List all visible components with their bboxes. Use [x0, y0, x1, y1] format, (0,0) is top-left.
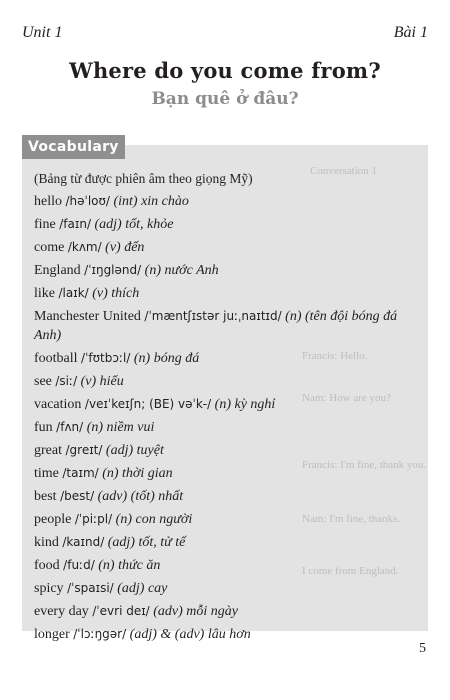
vocab-word: food — [34, 558, 60, 573]
vocab-word: fine — [34, 217, 56, 232]
vocab-entry — [34, 531, 422, 554]
vocab-part-of-speech: (v) — [105, 240, 121, 255]
vocab-entry — [34, 282, 422, 305]
vocabulary-list — [34, 168, 422, 646]
vocab-pronunciation: /taɪm/ — [62, 466, 99, 480]
vocab-meaning: cay — [147, 581, 168, 596]
vocab-part-of-speech: (v) — [92, 286, 108, 301]
vocab-pronunciation: /ˈspaɪsi/ — [67, 581, 114, 595]
show-through-text: Nam: How are you? — [302, 392, 391, 404]
vocab-entry — [34, 347, 422, 370]
vocab-entry — [34, 259, 422, 282]
vocab-entry — [34, 213, 422, 236]
vocab-entry — [34, 236, 422, 259]
vocab-pronunciation: /ˈpiːpl/ — [74, 512, 113, 526]
show-through-text: I come from England. — [302, 565, 399, 577]
vocab-pronunciation: /ˈlɔːŋgər/ — [73, 627, 127, 641]
vocab-part-of-speech: (n) — [285, 309, 302, 324]
vocab-meaning: đến — [124, 240, 145, 255]
vocab-pronunciation: /ˈmæntʃɪstər juːˌnaɪtɪd/ — [144, 309, 282, 323]
show-through-text: Nam: I'm fine, thanks. — [302, 513, 401, 525]
vocab-meaning: tốt, tử tế — [138, 535, 186, 550]
vocab-pronunciation: /ˈɪŋglənd/ — [84, 263, 142, 277]
vocab-meaning: thời gian — [122, 466, 173, 481]
page-subtitle: Bạn quê ở đâu? — [151, 89, 299, 109]
vocab-entry — [34, 416, 422, 439]
vocab-meaning: kỳ nghỉ — [234, 397, 276, 412]
vocab-entry — [34, 305, 422, 347]
vocab-part-of-speech: (n) — [133, 351, 151, 366]
vocab-pronunciation: /siː/ — [55, 374, 78, 388]
vocab-part-of-speech: (adv) — [153, 604, 183, 619]
vocab-part-of-speech: (n) — [86, 420, 104, 435]
vocab-word: every day — [34, 604, 89, 619]
vocab-pronunciation: /ˈevri deɪ/ — [92, 604, 150, 618]
vocab-meaning: lâu hơn — [207, 627, 251, 642]
vocab-pronunciation: /kʌm/ — [67, 240, 102, 254]
vocab-meaning: niềm vui — [106, 420, 155, 435]
vocab-entry — [34, 393, 422, 416]
vocab-meaning: thích — [111, 286, 140, 301]
vocab-word: vacation — [34, 397, 82, 412]
vocab-part-of-speech: (adj) — [105, 443, 134, 458]
vocab-meaning: mỗi ngày — [186, 604, 238, 619]
vocab-entry — [34, 577, 422, 600]
vocab-meaning: hiểu — [99, 374, 124, 389]
vocab-pronunciation: /veɪˈkeɪʃn; (BE) vəˈk-/ — [84, 397, 212, 411]
vocab-word: best — [34, 489, 57, 504]
vocab-meaning: tuyệt — [136, 443, 164, 458]
vocab-part-of-speech: (n) — [115, 512, 132, 527]
vocab-part-of-speech: (adv) — [97, 489, 128, 504]
vocab-entry — [34, 462, 422, 485]
vocab-entry — [34, 600, 422, 623]
transcription-note: (Bảng từ được phiên âm theo giọng Mỹ) — [34, 171, 253, 186]
vocab-word: kind — [34, 535, 59, 550]
entry-container — [34, 190, 422, 646]
vocab-pronunciation: /həˈloʊ/ — [65, 194, 110, 208]
vocab-meaning: (tốt) nhất — [130, 489, 184, 504]
vocab-part-of-speech: (n) — [214, 397, 231, 412]
vocab-entry — [34, 508, 422, 531]
vocab-meaning: con người — [135, 512, 193, 527]
vocab-word: fun — [34, 420, 53, 435]
vocab-meaning: nước Anh — [164, 263, 219, 278]
vocab-pronunciation: /faɪn/ — [59, 217, 91, 231]
vocab-pronunciation: /kaɪnd/ — [62, 535, 105, 549]
vocab-entry — [34, 554, 422, 577]
show-through-text: Conversation 1 — [310, 165, 377, 177]
vocab-part-of-speech: (n) — [98, 558, 115, 573]
vocab-meaning: (tên đội bóng đá Anh) — [34, 309, 398, 343]
vocab-part-of-speech: (int) — [113, 194, 138, 209]
vocab-word: come — [34, 240, 65, 255]
page-number: 5 — [419, 641, 426, 656]
vocab-word: football — [34, 351, 78, 366]
vocab-part-of-speech: (n) — [144, 263, 161, 278]
vocab-word: see — [34, 374, 52, 389]
vocab-pronunciation: /fuːd/ — [63, 558, 95, 572]
vocab-entry — [34, 623, 422, 646]
vocab-pronunciation: /laɪk/ — [58, 286, 89, 300]
vocab-part-of-speech: (adj) — [94, 217, 122, 232]
vocab-word: time — [34, 466, 59, 481]
vocab-word: England — [34, 263, 81, 278]
vocab-entry — [34, 485, 422, 508]
vocab-meaning: bóng đá — [153, 351, 200, 366]
vocab-word: like — [34, 286, 55, 301]
vocab-pronunciation: /fʌn/ — [56, 420, 84, 434]
vocab-part-of-speech: (v) — [80, 374, 97, 389]
vocab-pronunciation: /ˈfʊtbɔːl/ — [81, 351, 131, 365]
vocab-meaning: thức ăn — [118, 558, 161, 573]
vocab-pronunciation: /greɪt/ — [65, 443, 103, 457]
show-through-text: Francis: I'm fine, thank you. — [302, 459, 427, 471]
vocab-part-of-speech: (adj) — [117, 581, 145, 596]
vocab-word: people — [34, 512, 72, 527]
vocab-entry — [34, 190, 422, 213]
vocab-part-of-speech: (adj) & (adv) — [129, 627, 205, 642]
lesson-label: Bài 1 — [393, 24, 428, 41]
vocab-word: great — [34, 443, 62, 458]
vocab-entry — [34, 370, 422, 393]
vocab-word: spicy — [34, 581, 64, 596]
page-title: Where do you come from? — [69, 58, 381, 83]
vocab-meaning: xin chào — [141, 194, 189, 209]
vocabulary-heading: Vocabulary — [22, 135, 125, 159]
vocab-word: Manchester United — [34, 309, 141, 324]
vocab-pronunciation: /best/ — [60, 489, 95, 503]
vocab-part-of-speech: (adj) — [107, 535, 135, 550]
unit-label: Unit 1 — [22, 24, 63, 41]
vocab-entry — [34, 439, 422, 462]
show-through-text: Francis: Hello. — [302, 350, 368, 362]
vocab-meaning: tốt, khỏe — [125, 217, 174, 232]
vocab-part-of-speech: (n) — [102, 466, 119, 481]
vocab-word: longer — [34, 627, 70, 642]
vocab-word: hello — [34, 194, 62, 209]
